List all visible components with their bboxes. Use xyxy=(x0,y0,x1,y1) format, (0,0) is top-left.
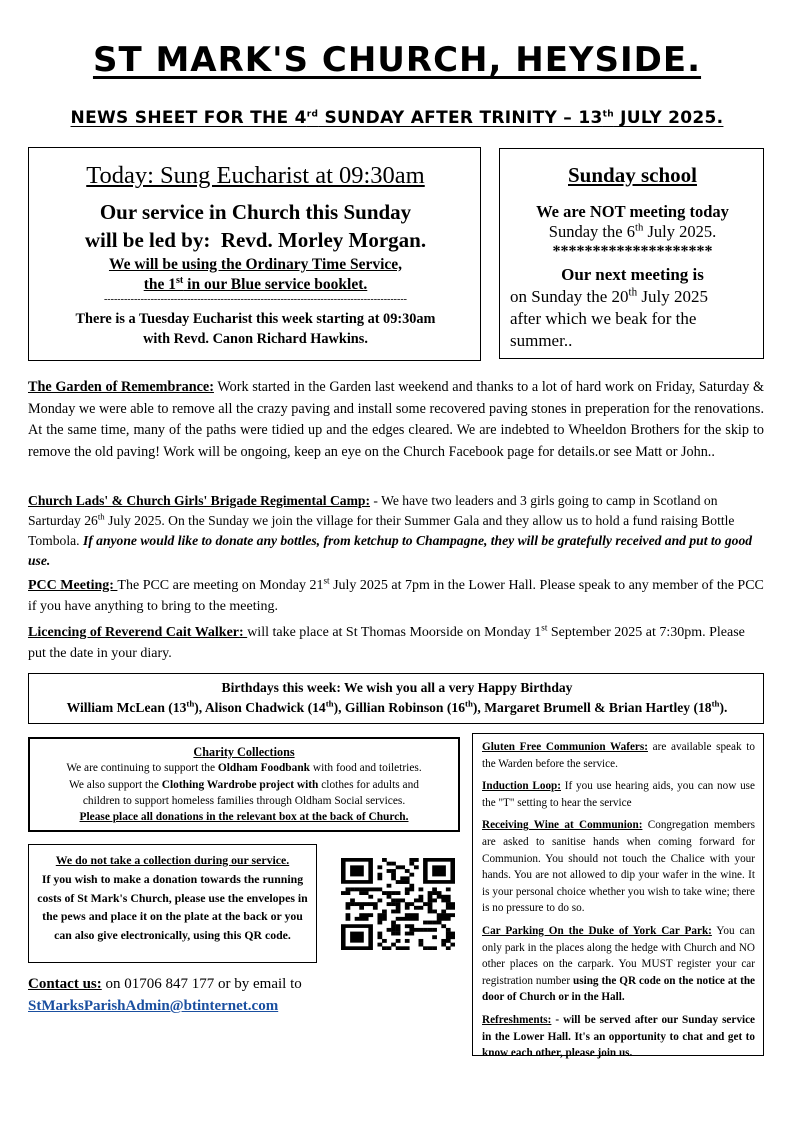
charity-part: clothes for adults and xyxy=(318,779,419,791)
collection-box xyxy=(28,844,317,963)
birthday-part: ), Alison Chadwick (14 xyxy=(194,700,326,715)
parking-notice xyxy=(482,923,755,1006)
pcc-sup: st xyxy=(323,575,330,586)
loop-notice xyxy=(482,778,755,811)
loop-text: If you use hearing aids, you can now use the "T" setting to hear the service xyxy=(482,780,756,809)
loop-heading: Induction Loop: xyxy=(482,780,562,793)
birthday-part: ), Margaret Brumell & Brian Hartley (18 xyxy=(472,700,712,715)
sunday-school-box xyxy=(499,148,764,359)
next-part: July 2025 xyxy=(637,287,708,306)
brigade-sup: th xyxy=(97,511,105,522)
garden-heading: The Garden of Remembrance: xyxy=(28,379,214,395)
licencing-paragraph xyxy=(28,622,764,664)
garden-text: Work started in the Garden last weekend and thanks to a lot of hard work on Friday, Saturday & Monday we were able to remove all the crazy paving and install some recovered paving stones in preperation for the renovations. At the same time, many of the paths were tidied up and the edges cleared. We are indebted to Wheeldon Brothers for the skip to remove the old paving! Work will be ongoing, keep an eye on the Church Facebook page for details.or see Matt or John.. xyxy=(28,379,764,460)
brigade-heading: Church Lads' & Church Girls' Brigade Regimental Camp: xyxy=(28,493,371,508)
next-meeting-note1: after which we beak for the xyxy=(510,309,697,328)
brigade-text: July 2025. On the Sunday we join the village for their Summer Gala and they allow us to hold a fund raising Bottle Tombola. xyxy=(28,513,735,548)
charity-line4: Please place all donations in the relevant box at the back of Church. xyxy=(79,811,409,823)
wine-notice xyxy=(482,817,755,917)
charity-part: We are continuing to support the xyxy=(66,762,218,774)
date-sup: th xyxy=(634,221,644,234)
birthdays-box xyxy=(28,673,764,724)
service-box xyxy=(28,147,481,361)
refresh-text: - will be served after our Sunday service in the Lower Hall. It's an opportunity to chat and get to know each other, please join us. xyxy=(482,1013,755,1060)
sunday-school-date xyxy=(500,222,765,242)
wine-heading: Receiving Wine at Communion: xyxy=(482,819,643,832)
contact-text: on 01706 847 177 or by email to xyxy=(101,976,302,992)
parking-text: You can only park in the places along the hedge with Church and NO other places on the carpark. You MUST register your car registration number xyxy=(482,924,755,987)
birthday-part: ). xyxy=(719,700,728,715)
service-led-line1: Our service in Church this Sunday xyxy=(99,200,412,224)
wardrobe-name: Clothing Wardrobe project with xyxy=(161,779,319,791)
pcc-text: The PCC are meeting on Monday 21 xyxy=(117,578,324,593)
subtitle-part: SUNDAY AFTER TRINITY – 13 xyxy=(318,108,603,128)
sunday-school-heading: Sunday school xyxy=(568,163,697,187)
collection-heading: We do not take a collection during our service. xyxy=(55,853,290,867)
parking-qr-instruction: using the QR code on the notice at the door of Church or in the Hall. xyxy=(482,974,756,1004)
collection-body: If you wish to make a donation towards the running costs of St Mark's Church, please use the envelopes in the pews and place it on the plate at the back or you can also give electronically, using this QR code. xyxy=(37,871,308,943)
birthday-sup: th xyxy=(186,698,195,709)
gluten-text: are available speak to the Warden before the service. xyxy=(482,741,755,770)
licencing-text: will take place at St Thomas Moorside on Monday 1 xyxy=(247,625,542,640)
notices-box xyxy=(472,733,764,1060)
charity-part: We also support the xyxy=(69,779,162,791)
licencing-heading: Licencing of Reverend Cait Walker: xyxy=(28,625,248,640)
gluten-notice xyxy=(482,739,755,772)
licencing-text: September 2025 at 7:30pm. Please put the date in your diary. xyxy=(28,625,745,661)
charity-line1 xyxy=(30,762,458,774)
service-led-line2: will be led by: Revd. Morley Morgan. xyxy=(84,228,427,252)
ordinary-part: in our Blue service booklet. xyxy=(183,276,368,293)
subtitle-part: NEWS SHEET FOR THE 4 xyxy=(70,108,307,128)
page-title: ST MARK'S CHURCH, HEYSIDE. xyxy=(92,40,702,80)
next-meeting-heading: Our next meeting is xyxy=(561,265,704,284)
birthday-sup: th xyxy=(465,698,473,709)
charity-heading: Charity Collections xyxy=(193,745,295,759)
birthday-sup: th xyxy=(711,698,720,709)
next-sup: th xyxy=(628,286,638,299)
notices-content xyxy=(482,739,755,1064)
charity-line2 xyxy=(30,779,458,791)
refresh-heading: Refreshments: xyxy=(482,1013,552,1026)
subtitle-sup: th xyxy=(602,109,614,120)
birthday-part: ), Gillian Robinson (16 xyxy=(333,700,466,715)
service-divider: ------------------------------------------------------------------------------------------- xyxy=(103,294,408,305)
brigade-paragraph xyxy=(28,491,764,571)
charity-line3: children to support homeless families through Oldham Social services. xyxy=(82,795,406,807)
subtitle-sup: rd xyxy=(306,109,319,120)
brigade-text: - We have two leaders and 3 girls going to camp in Scotland on Sarturday 26 xyxy=(28,493,718,528)
gluten-heading: Gluten Free Communion Wafers: xyxy=(482,741,648,753)
collection-text xyxy=(35,851,310,945)
next-part: on Sunday the 20 xyxy=(510,287,629,306)
service-ordinary-line1: We will be using the Ordinary Time Service, xyxy=(108,256,403,273)
service-heading: Today: Sung Eucharist at 09:30am xyxy=(86,162,425,189)
ordinary-sup: st xyxy=(176,274,184,286)
qr-code[interactable] xyxy=(341,858,455,950)
charity-box xyxy=(28,737,460,832)
tuesday-line2: with Revd. Canon Richard Hawkins. xyxy=(143,331,368,347)
garden-paragraph xyxy=(28,377,764,463)
refresh-notice xyxy=(482,1012,755,1062)
pcc-text: July 2025 at 7pm in the Lower Hall. Please speak to any member of the PCC if you have anything to bring to the meeting. xyxy=(28,578,764,614)
contact-email-link[interactable]: StMarksParishAdmin@btinternet.com xyxy=(28,998,279,1014)
licencing-sup: st xyxy=(541,622,548,633)
star-divider: ******************** xyxy=(552,243,713,260)
page-subtitle xyxy=(0,108,794,128)
birthday-part: William McLean (13 xyxy=(66,700,187,715)
subtitle-part: JULY 2025. xyxy=(613,108,724,128)
date-part: July 2025. xyxy=(643,222,717,241)
next-meeting-date xyxy=(510,287,760,307)
service-ordinary-line2 xyxy=(29,276,482,294)
date-part: Sunday the 6 xyxy=(548,222,635,241)
birthday-sup: th xyxy=(325,698,334,709)
not-meeting-text: We are NOT meeting today xyxy=(536,202,729,221)
contact-line xyxy=(28,976,302,993)
tuesday-line1: There is a Tuesday Eucharist this week starting at 09:30am xyxy=(75,311,436,327)
pcc-paragraph xyxy=(28,575,764,617)
ordinary-part: the 1 xyxy=(143,276,176,293)
charity-part: with food and toiletries. xyxy=(310,762,422,774)
foodbank-name: Oldham Foodbank xyxy=(217,762,310,774)
contact-label: Contact us: xyxy=(28,976,102,992)
wine-text: Congregation members are asked to sanitise hands when coming forward for Communion. You should not touch the Chalice with your hands. You are not allowed to dip your wafer in the wine. It is your personal choice whether you wish to take wine; there is no pressure to do so. xyxy=(482,819,756,915)
parking-heading: Car Parking On the Duke of York Car Park: xyxy=(482,924,712,937)
birthdays-heading: Birthdays this week: We wish you all a very Happy Birthday xyxy=(221,680,573,695)
pcc-heading: PCC Meeting: xyxy=(28,578,118,593)
brigade-appeal: If anyone would like to donate any bottles, from ketchup to Champagne, they will be gratefully received and put to good use. xyxy=(28,533,753,568)
birthdays-names xyxy=(29,700,765,716)
next-meeting-note2: summer.. xyxy=(510,331,573,350)
